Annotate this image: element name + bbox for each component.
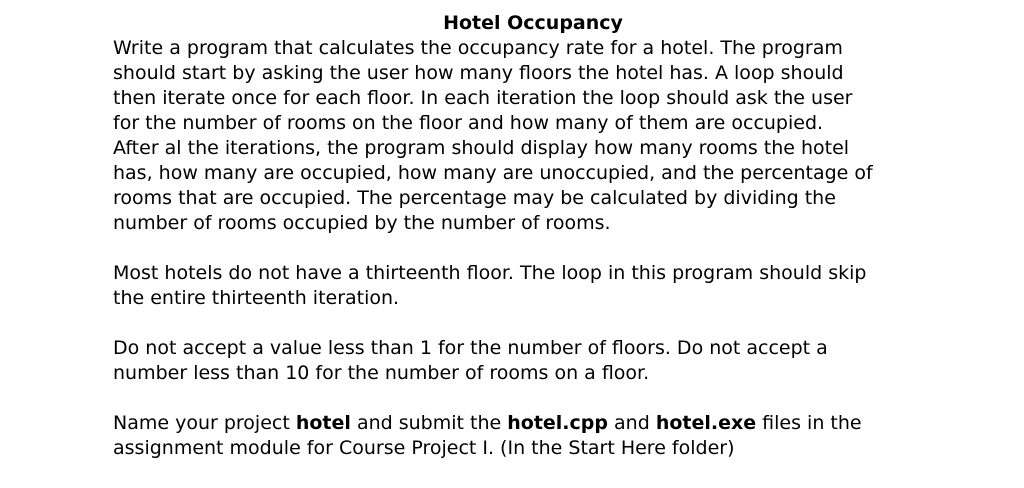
text-line: then iterate once for each floor. In each iteration the loop should ask the user [113,87,853,109]
text-line: rooms that are occupied. The percentage may be calculated by dividing the [113,187,836,209]
thirteenth-floor-paragraph [113,261,1013,311]
exe-filename: hotel.exe [655,412,757,434]
text-line: number less than 10 for the number of rooms on a floor. [113,362,650,384]
text-run: files in the [756,412,862,434]
text-line: the entire thirteenth iteration. [113,287,400,309]
text-line: has, how many are occupied, how many are unoccupied, and the percentage of [113,162,873,184]
project-name: hotel [295,412,351,434]
cpp-filename: hotel.cpp [507,412,608,434]
text-line [113,411,1013,436]
text-line: Do not accept a value less than 1 for the number of floors. Do not accept a [113,337,828,359]
text-line: Most hotels do not have a thirteenth floor. The loop in this program should skip [113,262,867,284]
validation-paragraph [113,336,1013,386]
document-page [113,10,1013,461]
text-run: and submit the [350,412,508,434]
text-line: should start by asking the user how many floors the hotel has. A loop should [113,62,844,84]
text-line: Write a program that calculates the occupancy rate for a hotel. The program [113,37,843,59]
paragraph-spacer [113,386,1013,411]
text-run: and [607,412,656,434]
text-line: for the number of rooms on the floor and how many of them are occupied. [113,112,824,134]
text-line: assignment module for Course Project I. (In the Start Here folder) [113,437,735,459]
text-line: After al the iterations, the program should display how many rooms the hotel [113,137,850,159]
paragraph-spacer [113,236,1013,261]
paragraph-spacer [113,311,1013,336]
text-run: Name your project [113,412,296,434]
document-title: Hotel Occupancy [443,12,623,34]
requirements-paragraph [113,36,1013,236]
submission-paragraph [113,411,1013,461]
text-line: number of rooms occupied by the number of rooms. [113,212,611,234]
